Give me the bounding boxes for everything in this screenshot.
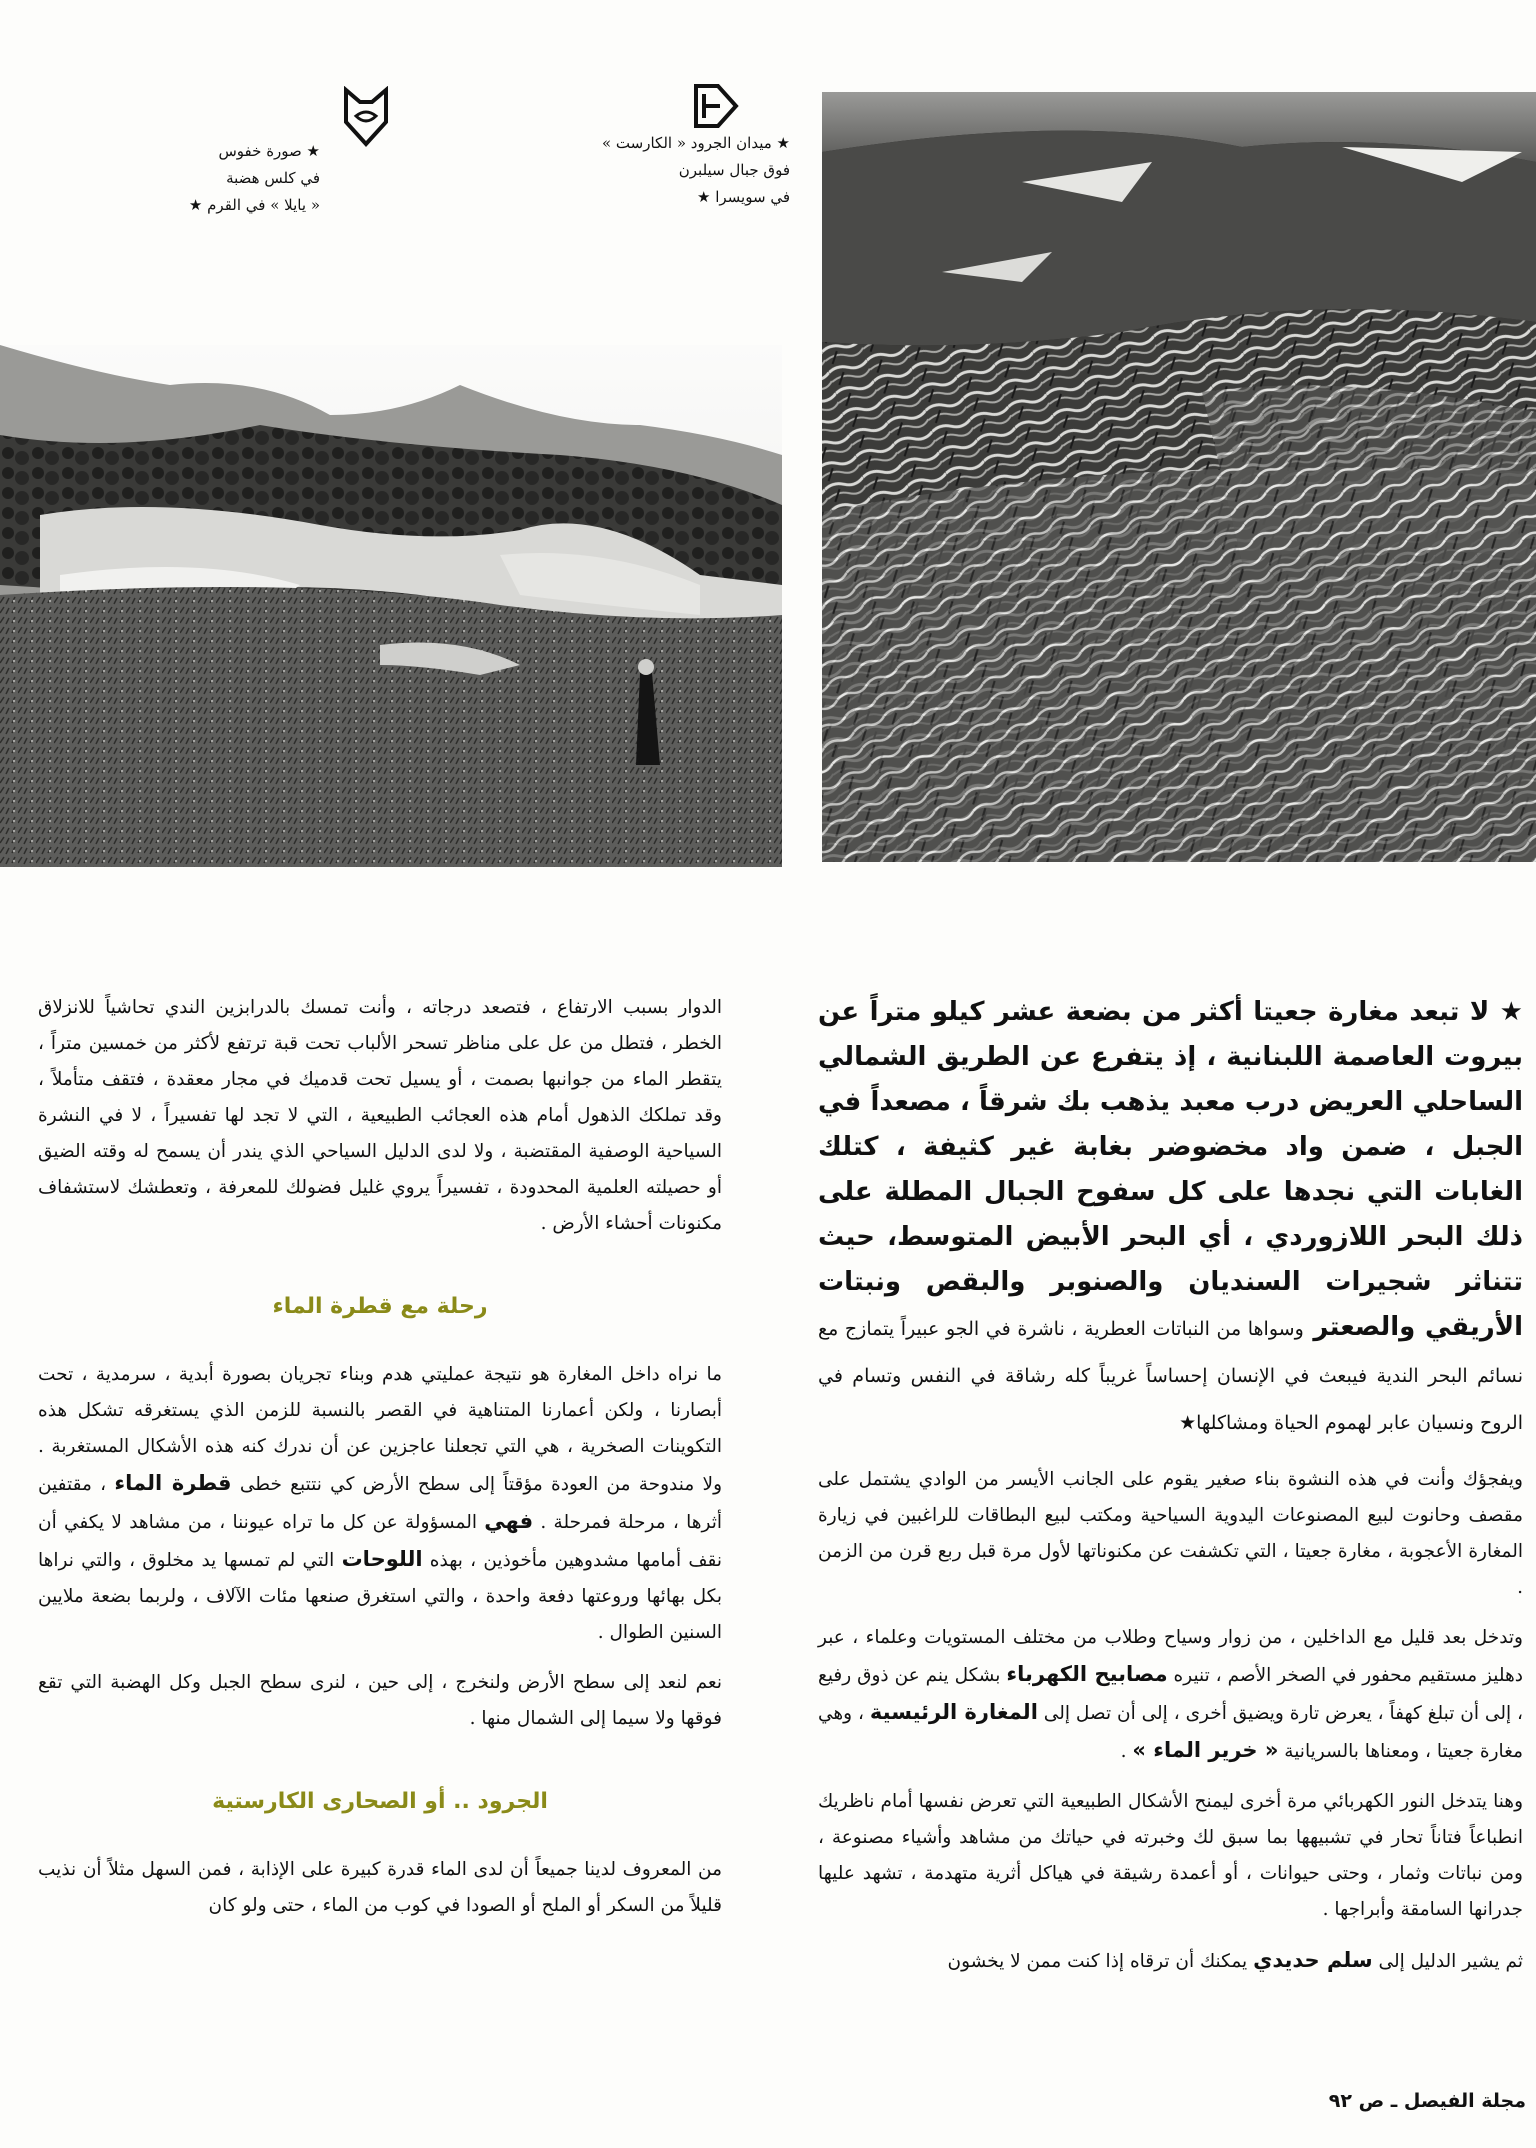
photo-caption-left bbox=[160, 138, 320, 219]
karst-plateau-figure-photo bbox=[0, 345, 782, 867]
paragraph bbox=[818, 1942, 1523, 1980]
paragraph bbox=[38, 1357, 722, 1651]
text-run: وتدخل بعد قليل مع الداخلين ، من زوار وسياح وطلاب من مختلف المستويات وعلماء ، عبر دهليز مستقيم محفور في الصخر الأصم ، تنيره bbox=[818, 1627, 1523, 1686]
caption-line: ★ ميدان الجرود « الكارست » bbox=[601, 134, 790, 152]
photo-caption-right bbox=[600, 130, 790, 211]
caption-line: « يايلا » في القرم ★ bbox=[188, 196, 320, 214]
text-run: يمكنك أن ترقاه إذا كنت ممن لا يخشون bbox=[947, 1951, 1248, 1972]
karst-limestone-field-photo bbox=[822, 92, 1536, 862]
paragraph bbox=[818, 1620, 1523, 1770]
bold-term: « خرير الماء » bbox=[1132, 1738, 1279, 1762]
spring-pictogram-icon bbox=[690, 80, 742, 132]
caption-line: في كلس هضبة bbox=[226, 169, 320, 187]
paragraph: وهنا يتدخل النور الكهربائي مرة أخرى ليمنح الأشكال الطبيعية التي تعرض نفسها أمام ناظريك انطباعاً فتاناً تحار في تشبيهها بما سبق لك وخبرته في حياتك من مشاهد وأشياء مصنوعة ، ومن نباتات وثمار ، وحتى حيوانات ، أو أعمدة رشيقة في هياكل أثرية متهدمة ، تشهد عليها جدرانها السامقة وأبراجها . bbox=[818, 1791, 1523, 1920]
text-run: ما نراه داخل المغارة هو نتيجة عمليتي هدم وبناء تجريان بصورة أبدية ، سرمدية ، تحت أبصارنا ، ولكن أعمارنا المتناهية في القصر بالنسبة للزمن الذي يستغرقه تشكل هذه التكوينات الصخرية ، هي التي تجعلنا عاجزين عن أن ندرك كنه هذه الأشكال المستغربة . ولا مندوحة من العودة مؤقتاً إلى سطح الأرض كي نتتبع خطى bbox=[38, 1364, 723, 1495]
bold-term: سلم حديدي bbox=[1253, 1948, 1373, 1972]
section-heading: رحلة مع قطرة الماء bbox=[272, 1294, 488, 1319]
text-run: المسؤولة عن كل ما تراه عيوننا ، من مشاهد لا يكفي أن نقف أمامها مشدوهين مأخوذين ، بهذه bbox=[38, 1512, 723, 1571]
page-footer: مجلة الفيصل ـ ص ٩٢ bbox=[1328, 2090, 1526, 2112]
bold-term: مصابيح الكهرباء bbox=[1006, 1662, 1168, 1686]
text-run: التي لم تمسها يد مخلوق ، والتي نراها بكل بهائها وروعتها دفعة واحدة ، والتي استغرق صنعها مئات الآلاف ، ولربما بضعة ملايين السنين الطوال . bbox=[38, 1550, 722, 1643]
text-run: . bbox=[1120, 1741, 1127, 1762]
article-column-right bbox=[818, 990, 1523, 1994]
lead-tail-text: وسواها من النباتات العطرية ، ناشرة في الجو عبيراً يتمازج مع نسائم البحر الندية فيبعث في الإنسان إحساساً غريباً كله رشاقة في النفس وتسام في الروح ونسيان عابر لهموم الحياة ومشاكلها★ bbox=[818, 1318, 1523, 1434]
text-run: ، مقتفين أثرها ، مرحلة فمرحلة . bbox=[38, 1474, 722, 1533]
lead-text: ★ لا تبعد مغارة جعيتا أكثر من بضعة عشر كيلو متراً عن بيروت العاصمة اللبنانية ، إذ يتفرع عن الطريق الشمالي الساحلي العريض درب معبد يذهب بك شرقاً ، مصعداً في الجبل ، ضمن واد مخضوضر بغابة غير كثيفة ، كتلك الغابات التي نجدها على كل سفوح الجبال المطلة على ذلك البحر اللازوردي ، أي البحر الأبيض المتوسط، حيث تتناثر شجيرات السنديان والصنوبر والبقص ونبتات الأريقي والصعتر bbox=[818, 997, 1523, 1342]
bold-term: المغارة الرئيسية bbox=[869, 1700, 1038, 1724]
caption-line: فوق جبال سيلبرن bbox=[678, 161, 790, 179]
cave-pictogram-icon bbox=[342, 86, 390, 148]
bold-term: قطرة الماء bbox=[114, 1471, 232, 1495]
paragraph: ويفجؤك وأنت في هذه النشوة بناء صغير يقوم على الجانب الأيسر من الوادي يشتمل على مقصف وحانوت لبيع المصنوعات اليدوية السياحية ومكتب لبيع البطاقات للراغبين في زيارة المغارة الأعجوبة ، مغارة جعيتا ، التي تكشفت عن مكنوناتها لأول مرة قبل ربع قرن من الزمن . bbox=[818, 1469, 1523, 1598]
article-column-left bbox=[38, 990, 722, 1938]
section-heading: الجرود .. أو الصحارى الكارستية bbox=[212, 1789, 548, 1814]
paragraph: الدوار بسبب الارتفاع ، فتصعد درجاته ، وأنت تمسك بالدرابزين الندي تحاشياً للانزلاق الخطر ، فتطل من عل على مناظر تسحر الألباب تحت قبة ترتفع لأكثر من خمسين متراً ، يتقطر الماء من جوانبها بصمت ، أو يسيل تحت قدميك في مجار معقدة ، فتقف متأملاً ، وقد تملكك الذهول أمام هذه العجائب الطبيعية ، التي لا تجد لها تفسيراً ، لا في النشرة السياحية الوصفية المقتضبة ، ولا لدى الدليل السياحي الذي يندر أن يسمح له وقته الضيق أو حصيلته العلمية المحدودة ، تفسيراً يروي غليل فضولك للمعرفة ، وتعطشك لاستشفاف مكنونات أحشاء الأرض . bbox=[38, 997, 722, 1234]
text-run: بشكل ينم عن ذوق رفيع ، إلى أن تبلغ كهفاً ، يعرض تارة ويضيق أخرى ، إلى أن تصل إلى bbox=[818, 1665, 1523, 1724]
caption-line: في سويسرا ★ bbox=[697, 188, 790, 206]
paragraph: نعم لنعد إلى سطح الأرض ولنخرج ، إلى حين ، لنرى سطح الجبل وكل الهضبة التي تقع فوقها ولا سيما إلى الشمال منها . bbox=[38, 1672, 722, 1729]
text-run: ثم يشير الدليل إلى bbox=[1378, 1951, 1523, 1972]
bold-term: اللوحات bbox=[341, 1547, 423, 1571]
caption-line: ★ صورة خفوس bbox=[218, 142, 320, 160]
paragraph: من المعروف لدينا جميعاً أن لدى الماء قدرة كبيرة على الإذابة ، فمن السهل مثلاً أن نذيب قليلاً من السكر أو الملح أو الصودا في كوب من الماء ، حتى ولو كان bbox=[38, 1859, 722, 1916]
bold-term: فهي bbox=[484, 1509, 534, 1533]
lead-paragraph bbox=[818, 990, 1523, 1446]
text-run: ، وهي مغارة جعيتا ، ومعناها بالسريانية bbox=[818, 1703, 1523, 1762]
